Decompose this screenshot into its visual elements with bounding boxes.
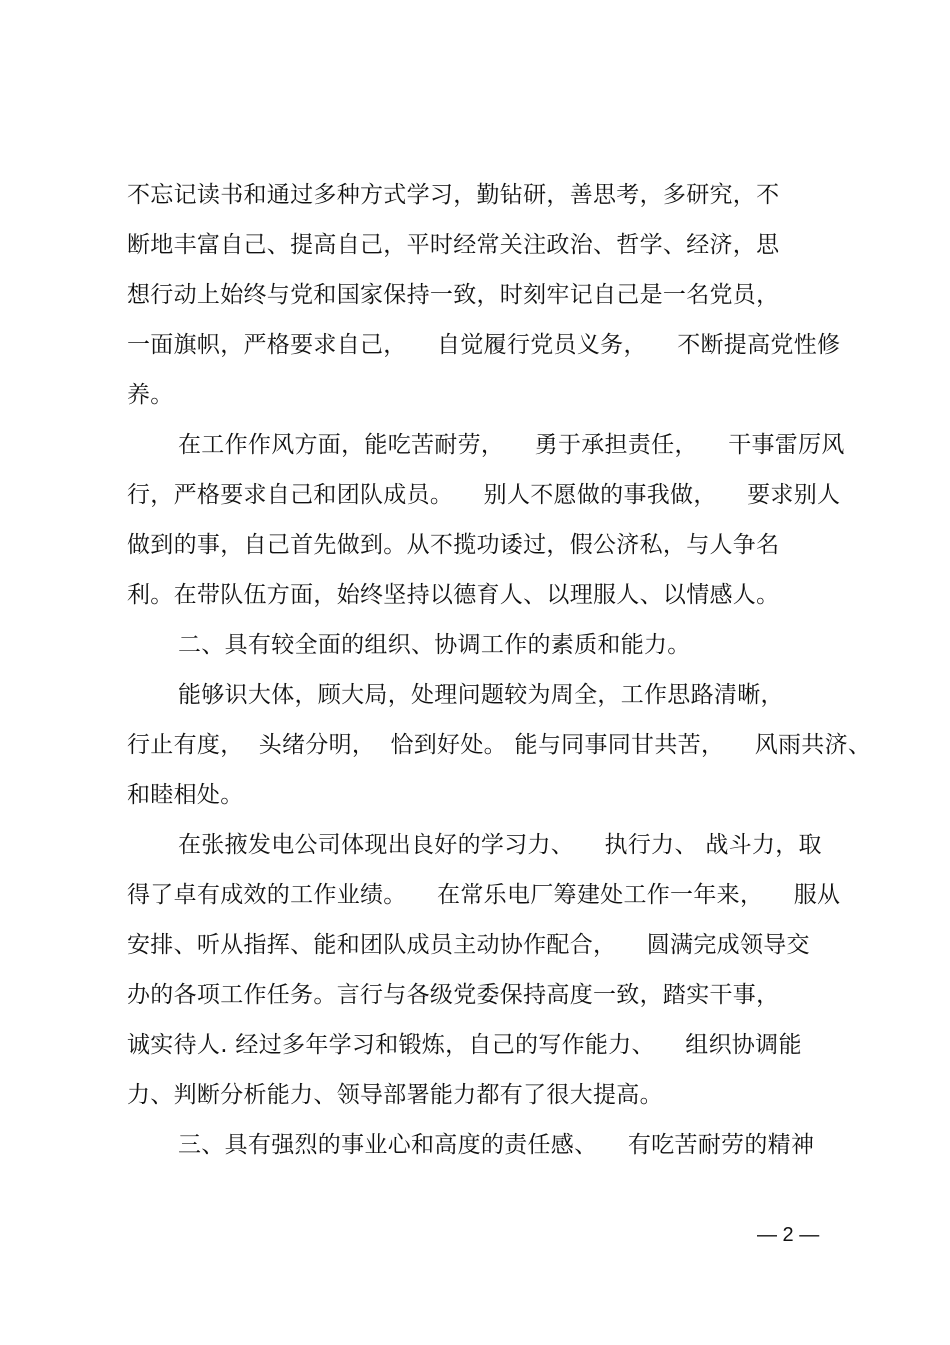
text-line: 行止有度， 头绪分明， 恰到好处。 能与同事同甘共苦， 风雨共济、 (127, 732, 872, 758)
text-line: 不忘记读书和通过多种方式学习，勤钻研，善思考，多研究，不 (127, 182, 780, 208)
text-line: 利。在带队伍方面，始终坚持以德育人、以理服人、以情感人。 (127, 582, 780, 608)
paragraph-start-line: 能够识大体，顾大局，处理问题较为周全，工作思路清晰， (178, 682, 784, 708)
text-line: 办的各项工作任务。言行与各级党委保持高度一致，踏实干事， (127, 982, 780, 1008)
page-number: — 2 — (757, 1224, 820, 1246)
paragraph-start-line: 在工作作风方面，能吃苦耐劳， 勇于承担责任， 干事雷厉风 (178, 432, 845, 458)
text-line: 养。 (127, 382, 174, 408)
text-line: 安排、听从指挥、能和团队成员主动协作配合， 圆满完成领导交 (127, 932, 810, 958)
section-heading: 二、具有较全面的组织、协调工作的素质和能力。 (178, 632, 691, 658)
text-line: 和睦相处。 (127, 782, 244, 808)
paragraph-start-line: 在张掖发电公司体现出良好的学习力、 执行力、 战斗力，取 (178, 832, 822, 858)
text-line: 做到的事，自己首先做到。从不揽功诿过，假公济私，与人争名 (127, 532, 780, 558)
text-line: 一面旗帜，严格要求自己， 自觉履行党员义务， 不断提高党性修 (127, 332, 841, 358)
text-line: 诚实待人. 经过多年学习和锻炼，自己的写作能力、 组织协调能 (127, 1032, 802, 1058)
text-line: 行，严格要求自己和团队成员。 别人不愿做的事我做， 要求别人 (127, 482, 841, 508)
text-line: 力、判断分析能力、领导部署能力都有了很大提高。 (127, 1082, 663, 1108)
text-line: 想行动上始终与党和国家保持一致，时刻牢记自己是一名党员， (127, 282, 780, 308)
text-line: 得了卓有成效的工作业绩。 在常乐电厂筹建处工作一年来， 服从 (127, 882, 841, 908)
section-heading: 三、具有强烈的事业心和高度的责任感、 有吃苦耐劳的精神 (178, 1132, 815, 1158)
text-line: 断地丰富自己、提高自己，平时经常关注政治、哲学、经济，思 (127, 232, 780, 258)
